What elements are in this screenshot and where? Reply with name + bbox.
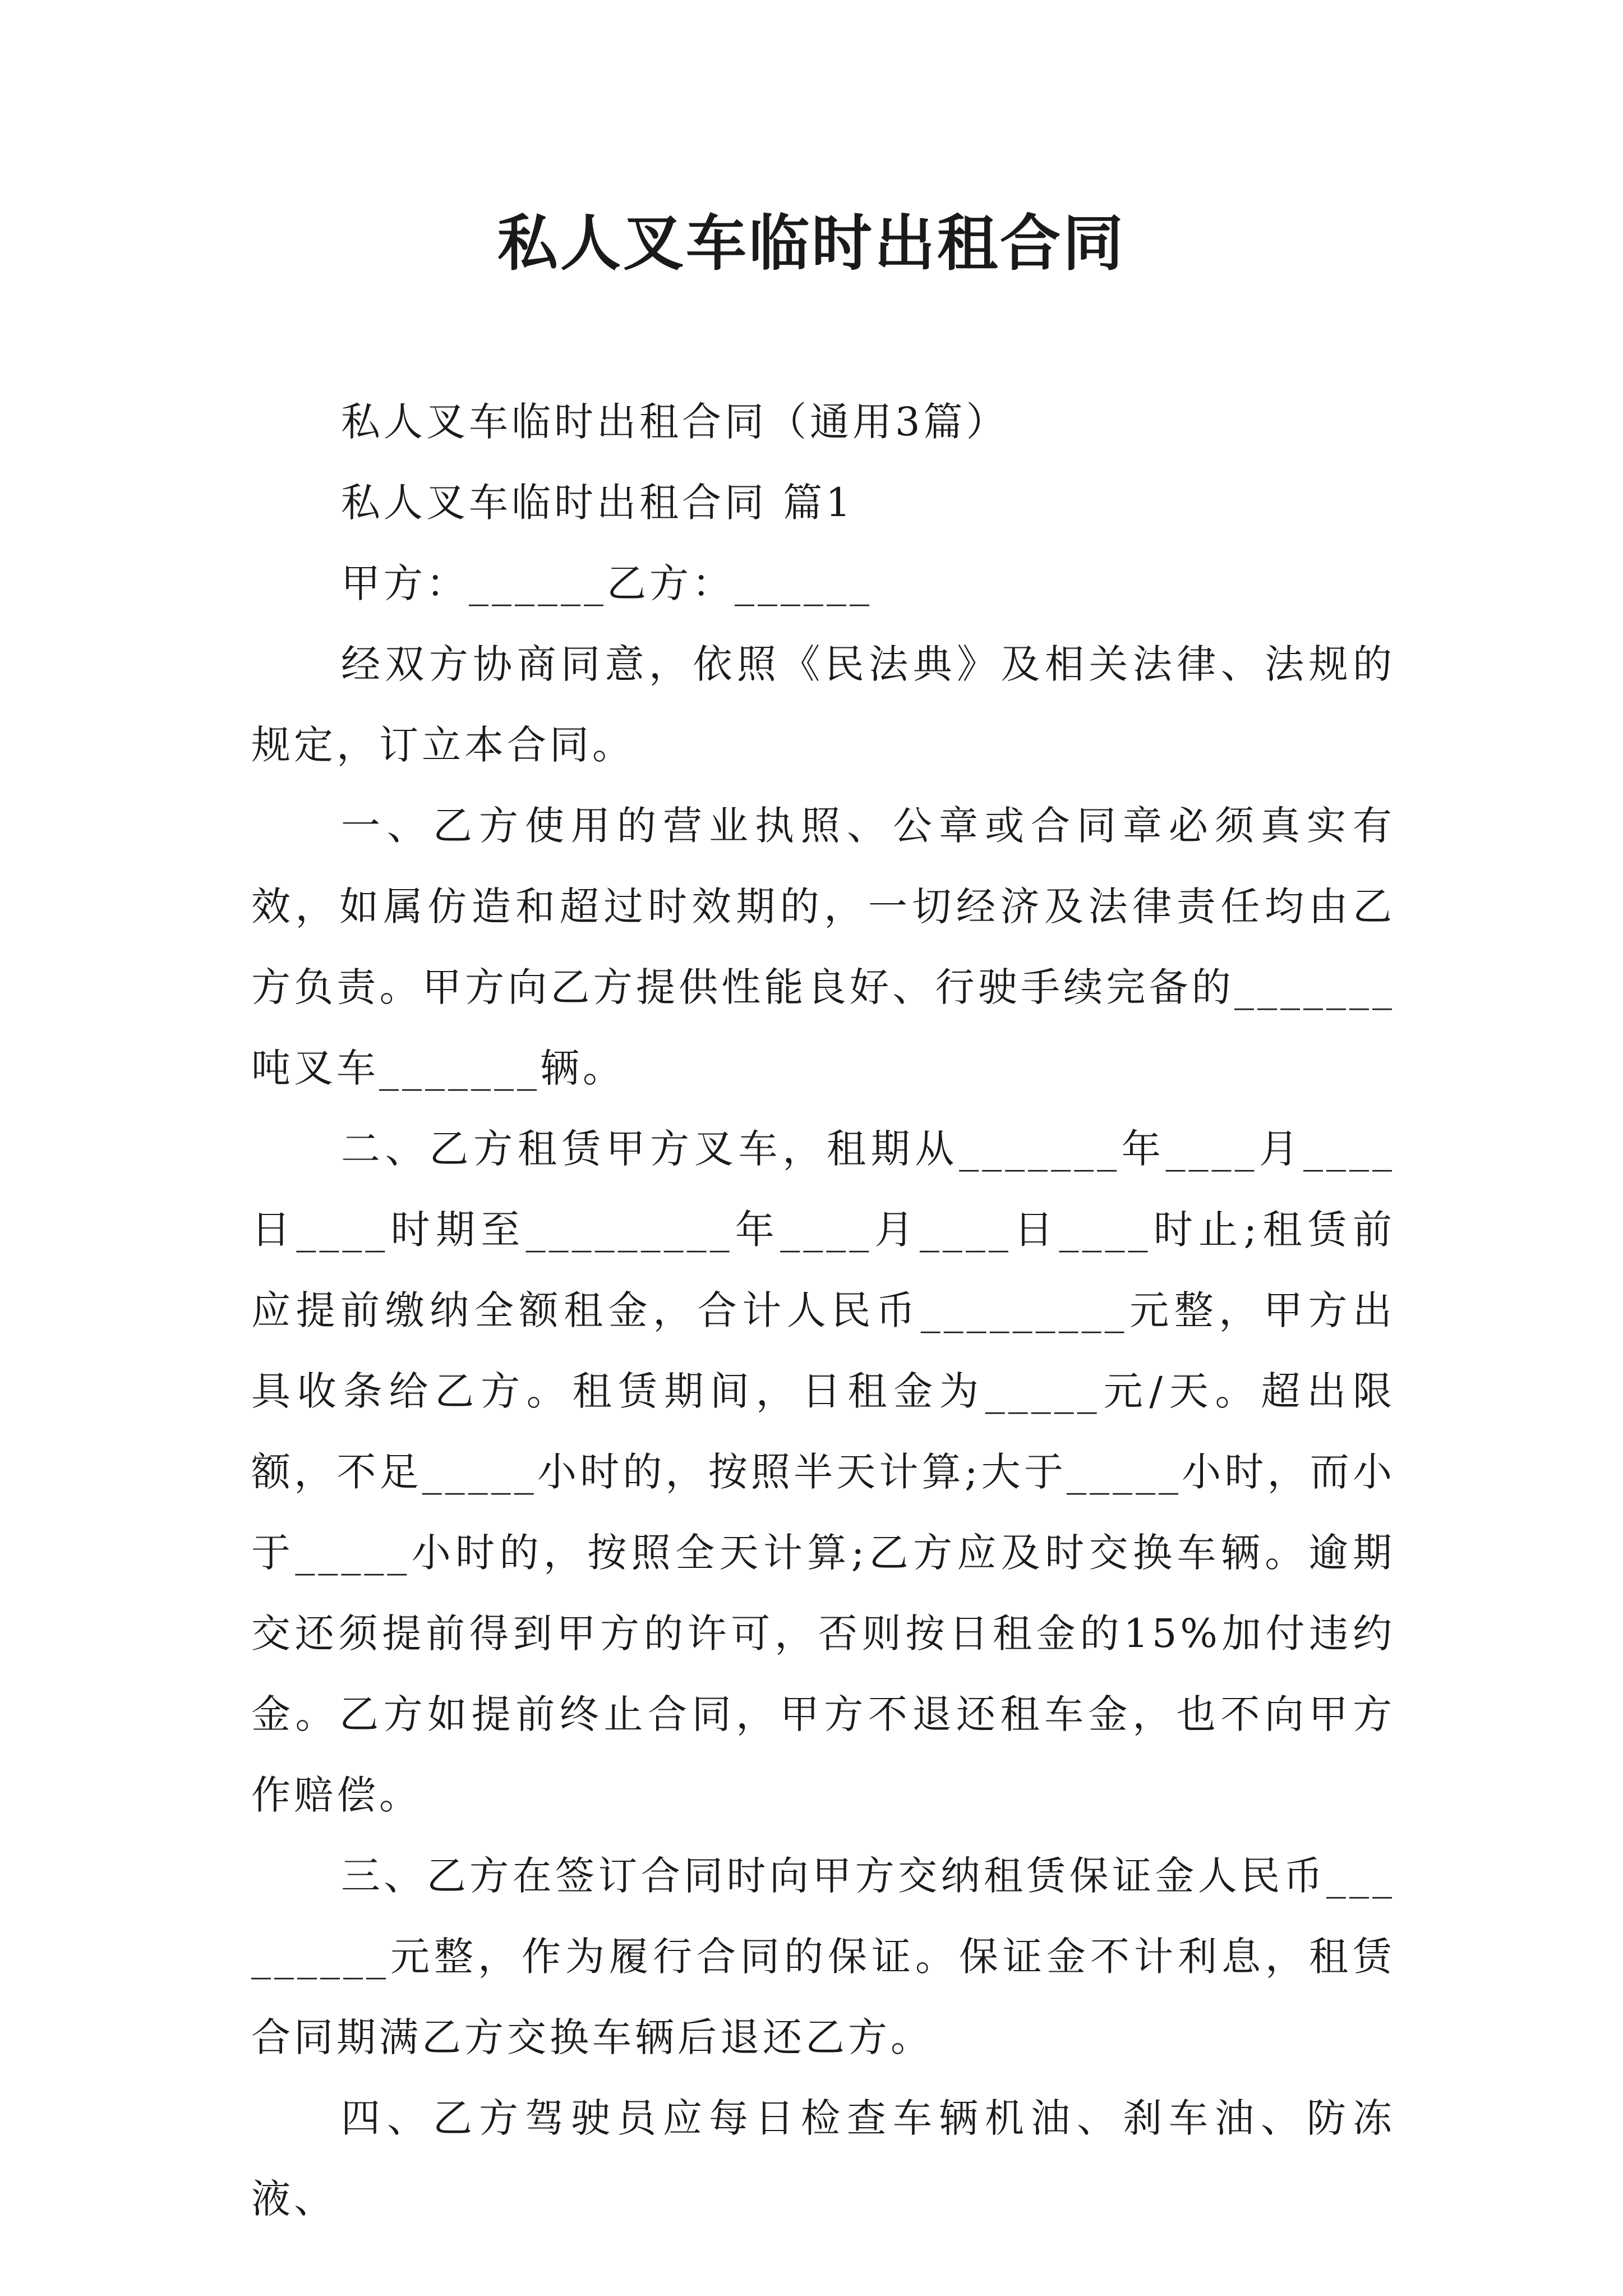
- paragraph-clause-4: 四、乙方驾驶员应每日检查车辆机油、刹车油、防冻液、: [251, 2095, 1395, 2222]
- document-body: [251, 381, 1395, 2239]
- document-title: 私人叉车临时出租合同: [497, 209, 1126, 279]
- paragraph-subtitle: 私人叉车临时出租合同（通用3篇）: [341, 399, 1009, 445]
- paragraph-parties: 甲方：______乙方：______: [341, 560, 873, 606]
- paragraph-section-heading: 私人叉车临时出租合同 篇1: [341, 480, 854, 526]
- paragraph-preamble: 经双方协商同意，依照《民法典》及相关法律、法规的规定，订立本合同。: [251, 641, 1395, 768]
- paragraph-clause-3: 三、乙方在签订合同时向甲方交纳租赁保证金人民币_________元整，作为履行合同的保证。保证金不计利息，租赁合同期满乙方交换车辆后退还乙方。: [251, 1853, 1395, 2060]
- paragraph-clause-2: 二、乙方租赁甲方叉车，租期从_______年____月____日____时期至_________年____月____日____时止;租赁前应提前缴纳全额租金，合计人民币_________元整，甲方出具收条给乙方。租赁期间，日租金为_____元/天。超出限额，不足_____小时的，按照半天计算;大于_____小时，而小于_____小时的，按照全天计算;乙方应及时交换车辆。逾期交还须提前得到甲方的许可，否则按日租金的15%加付违约金。乙方如提前终止合同，甲方不退还租车金，也不向甲方作赔偿。: [251, 1126, 1395, 1818]
- paragraph-clause-1: 一、乙方使用的营业执照、公章或合同章必须真实有效，如属仿造和超过时效期的，一切经济及法律责任均由乙方负责。甲方向乙方提供性能良好、行驶手续完备的_______吨叉车_______辆。: [251, 803, 1395, 1091]
